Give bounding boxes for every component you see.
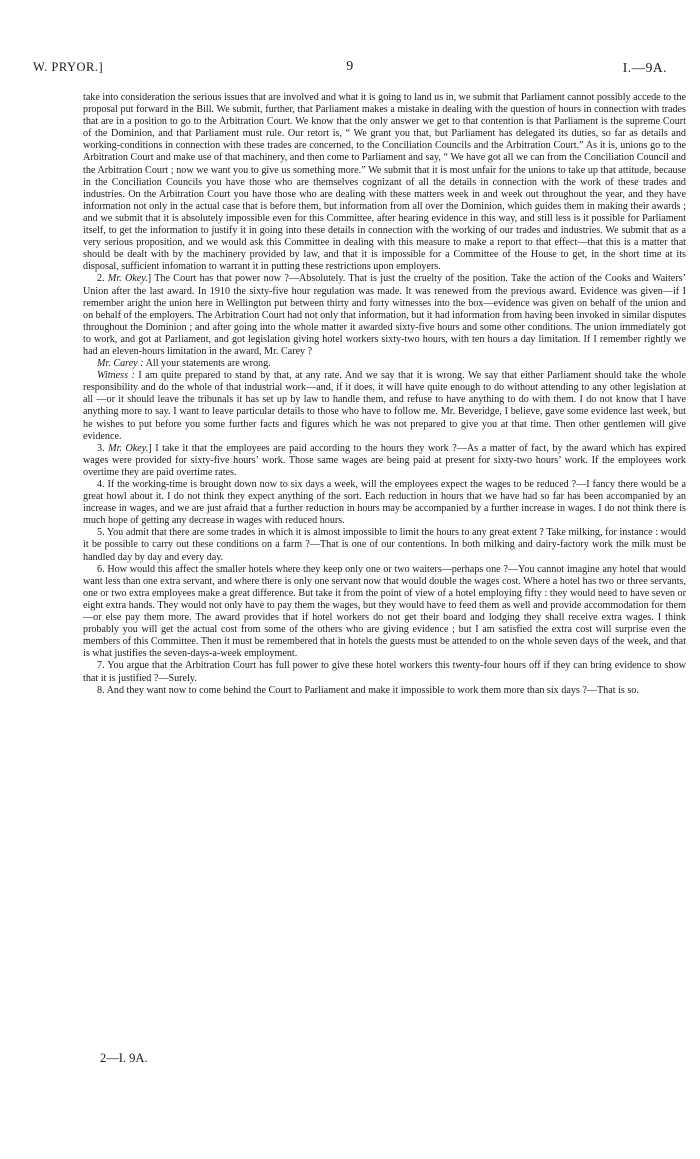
paragraph-10 (83, 685, 686, 697)
paragraph-text: ] I take it that the employees are paid according to the hours they work ?—As a matter of fact, by the award which has expired wages were provided for sixty-five hours’ work. Those same wages are being paid at present for sixty-two hours’ work. If the employees work overtime they are paid overtime rates. (83, 442, 686, 478)
paragraph-text: All your statements are wrong. (143, 358, 271, 370)
question-number: 2. (97, 273, 108, 285)
speaker-name: Witness : (97, 370, 135, 382)
page-number: 9 (346, 59, 354, 74)
paragraph-text: I am quite prepared to stand by that, at any rate. And we say that it is wrong. We say that either Parliament should take the whole responsibility and do the whole of that industrial work—and, if it does, it will have quite enough to do without attending to any other legislation at all —or it should leave the tribunals it has set up by law to handle them, and refuse to have anything to do with them. I do not know that I have anything more to say. I want to leave particular details to those who have to follow me. Mr. Beveridge, I believe, gave some evidence last week, but he wishes to put before you some further facts and figures which he was not prepared to give you at that time. Then other gentlemen will give evidence. (83, 370, 686, 442)
paragraph-text: 6. How would this affect the smaller hotels where they keep only one or two waiters—perhaps one ?—You cannot imagine any hotel that would want less than one extra servant, and where there is only one servant now that would double the wages cost. Where a hotel has two or three servants, one or two extra employees make a great difference. But take it from the point of view of a hotel employing fifty : they would need to have seven or eight extra hands. They would not only have to pay them the wages, but they would have to feed them as well and provide accommodation for them —or else pay them more. The award provides that if hotel workers do not get their board and lodging they shall receive extra wages. I think probably you will get the actual cost from some of the others who are giving evidence ; but I am satisfied the extra cost will surprise even the members of this Committee. Then it must be remembered that in hotels the guests must be attended to on the whole seven days of the week, and that is what justifies the seven-days-a-week employment. (83, 563, 686, 660)
paragraph-3 (83, 358, 686, 370)
paragraph-text: 4. If the working-time is brought down now to six days a week, will the employees expect the wages to be reduced ?—I fancy there would be a great howl about it. I do not think they expect anything of the sort. Each reduction in hours that we have had so far has been accompanied by an increase in wages, and we are just afraid that a further reduction in hours may be accompanied by a further increase in wages. I do not think there is much hope of getting any decrease in wages with reduced hours. (83, 479, 686, 527)
paragraph-6 (83, 479, 686, 527)
speaker-name: Mr. Carey : (97, 358, 144, 370)
paragraph-text: 5. You admit that there are some trades in which it is almost impossible to limit the hours to any great extent ? Take milking, for instance : would it be possible to carry out these conditions on a farm ?—That is one of our contentions. In both milking and dairy-factory work the milk must be handled day by day and every day. (83, 527, 686, 563)
paragraph-9 (83, 660, 686, 684)
document-reference: I.—9A. (622, 60, 667, 75)
signature-mark: 2—I. 9A. (100, 1051, 148, 1065)
question-number: 3. (97, 442, 109, 454)
paragraph-text: 7. You argue that the Arbitration Court has full power to give these hotel workers this twenty-four hours off if they can bring evidence to show that it is justified ?—Surely. (83, 660, 686, 684)
paragraph-2 (83, 273, 686, 358)
paragraph-text: take into consideration the serious issues that are involved and what it is going to land us in, we submit that Parliament cannot possibly accede to the proposal put forward in the Bill. We submit, further, that Parliament makes a mistake in dealing with the question of hours in connection with trades that are in a position to go to the Arbitration Court. We know that the only answer we get to that contention is that Parliament is the supreme Court of the Dominion, and that Parliament must rule. Our retort is, “ We grant you that, but Parliament has delegated its duties, so far as details and working-conditions in connection with these trades are concerned, to the Conciliation Councils and the Arbitration Court.” As it is, unions go to the Arbitration Court and make use of that machinery, and then come to Parliament and say, “ We have got all we can from the Conciliation Council and the Arbitration Court ; now we want you to give us something more.” We submit that it is most unfair for the unions to take up that attitude, because in the Conciliation Councils you have those who are themselves cognizant of all the details in connection with the work of these trades and industries. On the Arbitration Court you have those who are dealing with these matters week in and week out throughout the year, and they have information not only in the actual case that is before them, but information from all over the Dominion, which guides them in making their awards ; and we submit that it is absolutely impossible even for this Committee, after hearing evidence in this way, and still less is it possible for Parliament itself, to get the information to justify it in going into these details in connection with the working of our trades and industries. We submit that as a very serious proposition, and we would ask this Committee in dealing with this measure to make a report to that effect—that this is a matter that should be dealt with by the machinery provided by law, and that it is impossible for a Committee of the House to get, in the short time at its disposal, sufficient infomation to warrant it in putting these restrictions upon employers. (83, 92, 686, 273)
paragraph-7 (83, 527, 686, 563)
document-body (83, 92, 686, 697)
paragraph-8 (83, 564, 686, 661)
speaker-name: Mr. Okey. (108, 442, 149, 454)
speaker-name: Mr. Okey. (107, 273, 148, 285)
paragraph-text: 8. And they want now to come behind the Court to Parliament and make it impossible to work them more than six days ?—That is so. (97, 684, 639, 696)
header-witness-name: W. PRYOR.] (33, 60, 104, 74)
paragraph-4 (83, 370, 686, 443)
paragraph-1 (83, 92, 686, 273)
paragraph-text: ] The Court has that power now ?—Absolutely. That is just the cruelty of the position. Take the action of the Cooks and Waiters’ Union after the last award. In 1910 the sixty-five hour regulation was made. It was renewed from the previous award. Evidence was given—if I remember aright the union here in Wellington put between thirty and forty witnesses into the box—evidence was given on behalf of the union and on behalf of the employers. The Arbitration Court had not only that information, but it had information from having been invoked in similar disputes throughout the Dominion ; and after going into the whole matter it awarded sixty-five hours and some other conditions. The union immediately got to work, and got at Parliament, and got legislation giving hotel workers sixty-two hours, with ten hours a day limitation. If I remember rightly we had an eleven-hours limitation in the award, Mr. Carey ? (83, 273, 686, 357)
page-header (33, 60, 667, 78)
paragraph-5 (83, 443, 686, 479)
